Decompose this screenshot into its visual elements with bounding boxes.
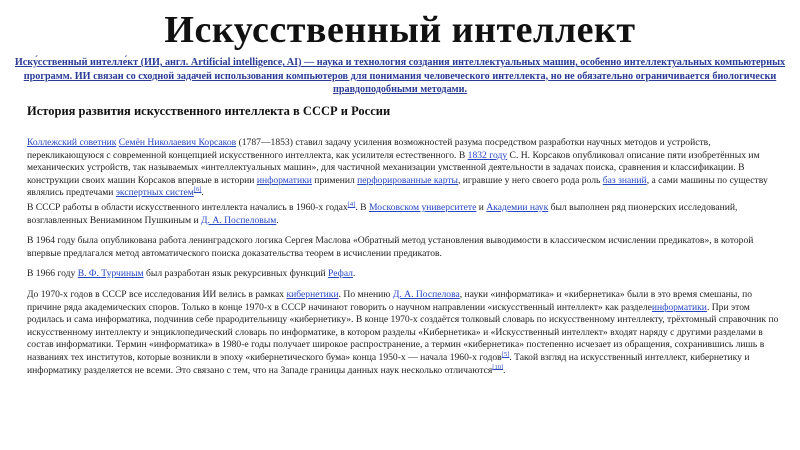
text: . Такой взгляд на искусственный интеллект, кибернетику и информатику разделяется не всеми. Это связано с тем, что на Западе границы данных наук несколько отличаются [27, 351, 750, 376]
footnote-ref[interactable]: [4] [347, 200, 356, 208]
text: В 1966 году [27, 268, 78, 280]
text: . [201, 187, 204, 199]
footnote-ref[interactable]: [6] [193, 186, 202, 194]
text: . [276, 214, 279, 226]
link-pospelov[interactable]: Д. А. Поспеловым [201, 214, 277, 226]
paragraph-1970s [27, 289, 782, 377]
intro-link[interactable] [14, 56, 786, 97]
link-knowledge-bases[interactable]: баз знаний [602, 174, 647, 186]
link-korsakov[interactable]: Семён Николаевич Корсаков [118, 137, 237, 148]
paragraph-ussr-1960s [27, 202, 782, 227]
page-title: Искусственный интеллект [164, 9, 636, 51]
text: До 1970-х годов в СССР все исследования ИИ велись в рамках [27, 288, 287, 300]
text: применил [311, 174, 358, 186]
intro-text[interactable]: Иску́сственный интелле́кт (ИИ, англ. Artificial intelligence, AI) — наука и технология создания интеллектуальных машин, особенно интеллектуальных компьютерных программ. ИИ связан со сходной задачей использования компьютеров для понимания человеческого интеллекта, но не обязательно ограничивается биологически правдоподобными методами. [14, 57, 786, 95]
link-refal[interactable]: Рефал [328, 268, 353, 280]
text: С. Н. Корсаков опубликовал описание пяти изобретённых им механических устройств, так называемых «интеллектуальных машин», для частичной механизации умственной деятельности в задачах поиска, сравнения и классификации. В конструкции своих машин Корсаков впервые в истории [27, 149, 760, 186]
paragraph-maslov: В 1964 году была опубликована работа ленинградского логика Сергея Маслова «Обратный метод установления выводимости в классическом исчислении предикатов», в которой впервые предлагался метод автоматического поиска доказательства теорем в исчислении предикатов. [27, 235, 754, 259]
link-cybernetics[interactable]: кибернетики [286, 288, 339, 300]
text: , науки «информатика» и «кибернетика» были в это время смешаны, по причине ряда академических споров. Только в конце 1970-х в СССР начинают говорить о научном направлении «искусственный интеллект» как разделе [27, 288, 753, 313]
text: (1787—1853) ставил задачу усиления возможностей разума посредством разработки научных методов и устройств, перекликающуюся с современной концепцией искусственного интеллекта, как усилителя естественного. В [27, 137, 711, 161]
paragraph-korsakov [27, 137, 782, 200]
link-pospelov-2[interactable]: Д. А. Поспелова [392, 288, 460, 300]
text: В СССР работы в области искусственного интеллекта начались в 1960-х годах [27, 201, 348, 213]
link-turchin[interactable]: В. Ф. Турчиным [77, 268, 144, 280]
link-punched-cards[interactable]: перфорированные карты [357, 174, 458, 186]
text: . При этом родилась и сама информатика, подчинив себе прародительницу «кибернетику». В конце 1970-х создаётся толковый словарь по искусственному интеллекту, трёхтомный справочник по искусственному интеллекту и энциклопедический словарь по информатике, в котором разделы «Кибернетика» и «Искусственный интеллект» входят наряду с другими разделами в состав информатики. Термин «информатика» в 1980-е годы получает широкое распространение, а термин «кибернетика» постепенно исчезает из обращения, сохранившись лишь в названиях тех институтов, которые возникли в эпоху «кибернетического бума» конца 1950-х — начала 1960-х годов [27, 301, 779, 363]
link-collegiate-councillor[interactable]: Коллежский советник [27, 137, 117, 148]
link-informatics-2[interactable]: информатики [651, 301, 707, 313]
text: . [503, 364, 506, 376]
text: . [352, 268, 356, 280]
footnote-ref[interactable]: [5] [501, 350, 510, 358]
link-informatics[interactable]: информатики [256, 174, 312, 186]
link-1832[interactable]: 1832 году [467, 149, 508, 161]
section-heading: История развития искусственного интеллекта в СССР и России [27, 104, 391, 118]
text: , а сами машины по существу являлись предтечами [27, 174, 768, 199]
link-expert-systems[interactable]: экспертных систем [115, 187, 194, 199]
text: был выполнен ряд пионерских исследований, возглавленных Вениамином Пушкиным и [27, 201, 738, 226]
text: был разработан язык рекурсивных функций [143, 268, 329, 280]
text: . По мнению [338, 288, 393, 300]
link-moscow-university[interactable]: Московском университете [368, 201, 477, 213]
paragraph-turchin [27, 268, 782, 281]
link-academy-of-sciences[interactable]: Академии наук [486, 201, 549, 213]
text: и [476, 201, 487, 213]
text: , игравшие у него своего рода роль [458, 174, 603, 186]
text: . В [355, 201, 369, 213]
article-body [27, 137, 782, 385]
footnote-ref[interactable]: [10] [492, 363, 504, 371]
